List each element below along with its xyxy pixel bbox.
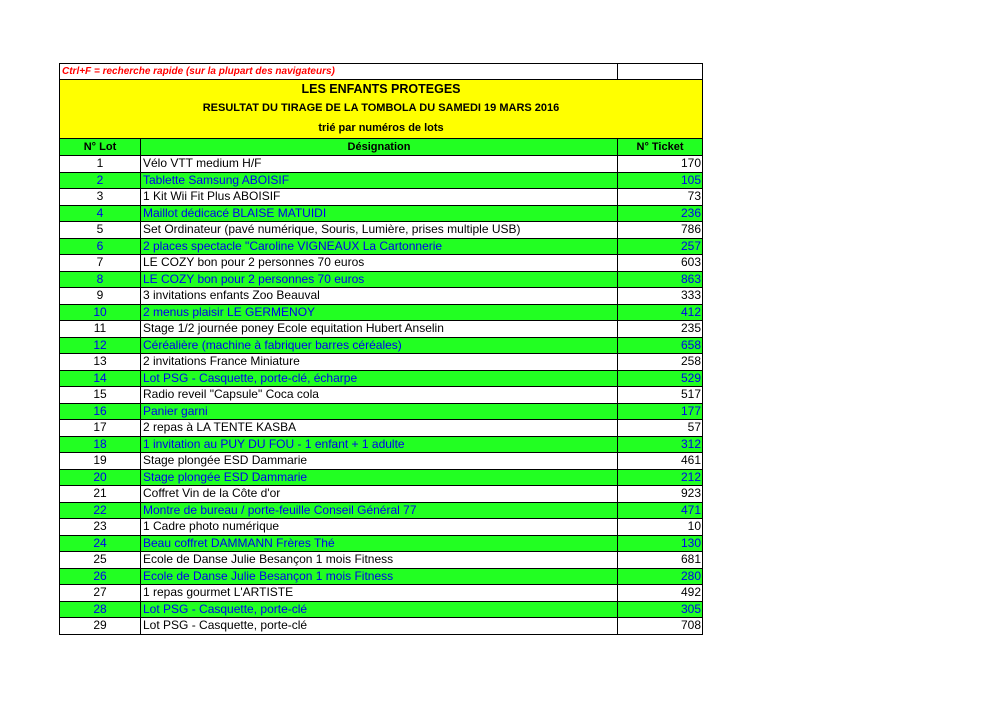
lot-number: 15 (60, 387, 141, 403)
lot-designation: 2 places spectacle "Caroline VIGNEAUX La Cartonnerie (141, 239, 618, 255)
ticket-number: 529 (618, 371, 703, 387)
lot-designation: 2 repas à LA TENTE KASBA (141, 420, 618, 436)
table-row (60, 585, 703, 602)
header-row (60, 139, 703, 156)
lot-number: 9 (60, 288, 141, 304)
table-row (60, 222, 703, 239)
lot-designation: 3 invitations enfants Zoo Beauval (141, 288, 618, 304)
ticket-number: 105 (618, 173, 703, 189)
lot-number: 20 (60, 470, 141, 486)
lot-number: 1 (60, 156, 141, 172)
lot-number: 26 (60, 569, 141, 585)
table-row (60, 255, 703, 272)
table-row (60, 420, 703, 437)
lot-designation: 2 menus plaisir LE GERMENOY (141, 305, 618, 321)
search-hint-row (60, 64, 703, 80)
lot-designation: 1 invitation au PUY DU FOU - 1 enfant + 1 adulte (141, 437, 618, 453)
table-row (60, 453, 703, 470)
lot-designation: Stage plongée ESD Dammarie (141, 453, 618, 469)
ticket-number: 257 (618, 239, 703, 255)
organization-title: LES ENFANTS PROTEGES (301, 82, 461, 96)
lot-number: 24 (60, 536, 141, 552)
table-row (60, 404, 703, 421)
ticket-number: 212 (618, 470, 703, 486)
lot-number: 11 (60, 321, 141, 337)
lot-number: 8 (60, 272, 141, 288)
lot-designation: 1 repas gourmet L'ARTISTE (141, 585, 618, 601)
lot-designation: 1 Cadre photo numérique (141, 519, 618, 535)
ticket-number: 658 (618, 338, 703, 354)
table-row (60, 503, 703, 520)
lot-designation: Radio reveil "Capsule" Coca cola (141, 387, 618, 403)
table-row (60, 618, 703, 635)
tombola-results-table (59, 63, 703, 635)
ticket-number: 863 (618, 272, 703, 288)
table-row (60, 569, 703, 586)
lot-number: 27 (60, 585, 141, 601)
ticket-number: 786 (618, 222, 703, 238)
ticket-number: 412 (618, 305, 703, 321)
lot-number: 5 (60, 222, 141, 238)
lot-number: 12 (60, 338, 141, 354)
ticket-number: 280 (618, 569, 703, 585)
empty-cell (618, 64, 703, 79)
lot-number: 7 (60, 255, 141, 271)
table-row (60, 206, 703, 223)
table-row (60, 437, 703, 454)
table-row (60, 321, 703, 338)
lot-number: 16 (60, 404, 141, 420)
ticket-number: 305 (618, 602, 703, 618)
lot-designation: Ecole de Danse Julie Besançon 1 mois Fitness (141, 552, 618, 568)
lot-number: 25 (60, 552, 141, 568)
table-row (60, 371, 703, 388)
ticket-number: 312 (618, 437, 703, 453)
lot-number: 6 (60, 239, 141, 255)
lot-designation: Stage 1/2 journée poney Ecole equitation Hubert Anselin (141, 321, 618, 337)
lot-designation: Ecole de Danse Julie Besançon 1 mois Fitness (141, 569, 618, 585)
ticket-number: 130 (618, 536, 703, 552)
lot-designation: Stage plongée ESD Dammarie (141, 470, 618, 486)
column-header-designation: Désignation (141, 139, 618, 155)
table-row (60, 387, 703, 404)
ticket-number: 235 (618, 321, 703, 337)
lot-designation: LE COZY bon pour 2 personnes 70 euros (141, 255, 618, 271)
lot-designation: Lot PSG - Casquette, porte-clé, écharpe (141, 371, 618, 387)
ticket-number: 603 (618, 255, 703, 271)
lot-number: 10 (60, 305, 141, 321)
ticket-number: 73 (618, 189, 703, 205)
ticket-number: 708 (618, 618, 703, 634)
lot-number: 3 (60, 189, 141, 205)
lot-number: 22 (60, 503, 141, 519)
table-row (60, 602, 703, 619)
table-row (60, 189, 703, 206)
table-row (60, 305, 703, 322)
ticket-number: 923 (618, 486, 703, 502)
lot-number: 21 (60, 486, 141, 502)
lot-designation: LE COZY bon pour 2 personnes 70 euros (141, 272, 618, 288)
table-row (60, 272, 703, 289)
table-row (60, 552, 703, 569)
table-row (60, 239, 703, 256)
lot-number: 13 (60, 354, 141, 370)
ticket-number: 517 (618, 387, 703, 403)
lot-number: 4 (60, 206, 141, 222)
lot-designation: 2 invitations France Miniature (141, 354, 618, 370)
ticket-number: 57 (618, 420, 703, 436)
lot-number: 14 (60, 371, 141, 387)
table-row (60, 338, 703, 355)
ticket-number: 170 (618, 156, 703, 172)
lot-designation: Montre de bureau / porte-feuille Conseil Général 77 (141, 503, 618, 519)
table-row (60, 536, 703, 553)
lot-number: 23 (60, 519, 141, 535)
lot-designation: Lot PSG - Casquette, porte-clé (141, 602, 618, 618)
lot-number: 28 (60, 602, 141, 618)
lot-designation: Coffret Vin de la Côte d'or (141, 486, 618, 502)
lot-designation: Set Ordinateur (pavé numérique, Souris, Lumière, prises multiple USB) (141, 222, 618, 238)
search-hint-text: Ctrl+F = recherche rapide (sur la plupart des navigateurs) (60, 64, 618, 79)
ticket-number: 10 (618, 519, 703, 535)
sort-note: trié par numéros de lots (318, 122, 444, 134)
ticket-number: 333 (618, 288, 703, 304)
lot-designation: Beau coffret DAMMANN Frères Thé (141, 536, 618, 552)
table-body (60, 156, 703, 635)
table-row (60, 519, 703, 536)
ticket-number: 236 (618, 206, 703, 222)
ticket-number: 177 (618, 404, 703, 420)
table-row (60, 354, 703, 371)
table-row (60, 486, 703, 503)
lot-number: 29 (60, 618, 141, 634)
lot-designation: Panier garni (141, 404, 618, 420)
lot-designation: Lot PSG - Casquette, porte-clé (141, 618, 618, 634)
table-row (60, 173, 703, 190)
ticket-number: 471 (618, 503, 703, 519)
table-row (60, 288, 703, 305)
results-subtitle: RESULTAT DU TIRAGE DE LA TOMBOLA DU SAMEDI 19 MARS 2016 (202, 102, 560, 114)
table-row (60, 156, 703, 173)
lot-designation: Céréalière (machine à fabriquer barres céréales) (141, 338, 618, 354)
column-header-ticket: N° Ticket (618, 139, 703, 155)
lot-number: 17 (60, 420, 141, 436)
title-block (60, 80, 703, 139)
column-header-lot: N° Lot (60, 139, 141, 155)
lot-designation: Tablette Samsung ABOISIF (141, 173, 618, 189)
table-row (60, 470, 703, 487)
ticket-number: 492 (618, 585, 703, 601)
lot-designation: Maillot dédicacé BLAISE MATUIDI (141, 206, 618, 222)
ticket-number: 258 (618, 354, 703, 370)
ticket-number: 681 (618, 552, 703, 568)
lot-designation: Vélo VTT medium H/F (141, 156, 618, 172)
lot-number: 19 (60, 453, 141, 469)
lot-number: 2 (60, 173, 141, 189)
lot-designation: 1 Kit Wii Fit Plus ABOISIF (141, 189, 618, 205)
ticket-number: 461 (618, 453, 703, 469)
lot-number: 18 (60, 437, 141, 453)
